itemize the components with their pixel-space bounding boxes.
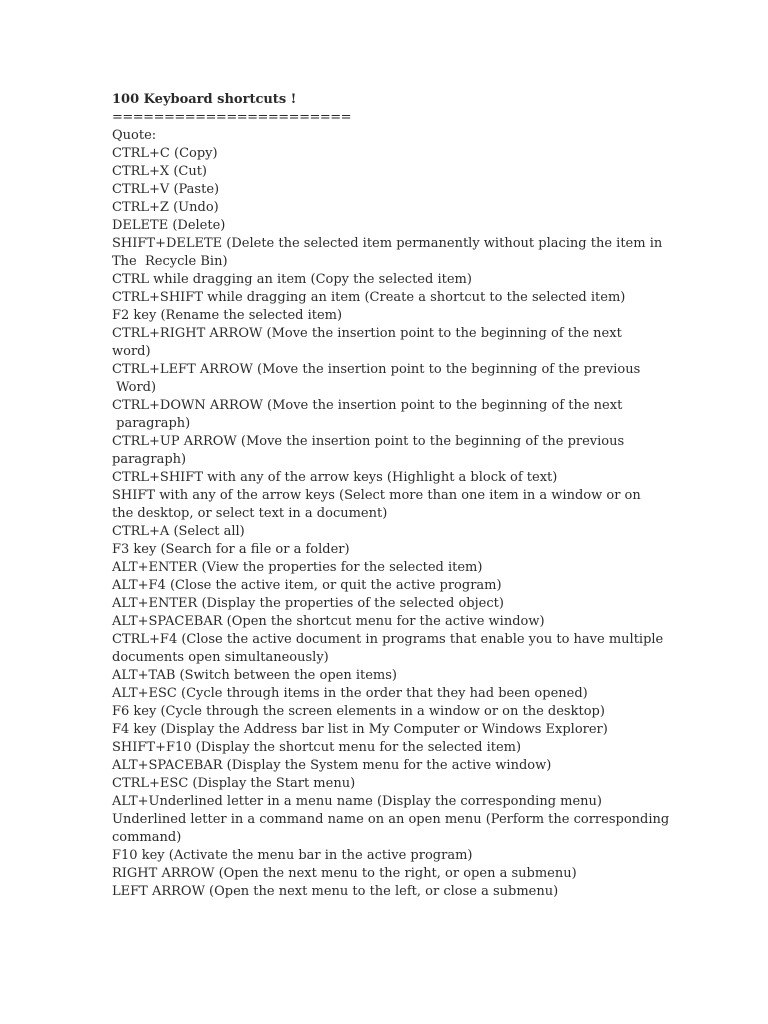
shortcut-line: CTRL+A (Select all) — [112, 524, 245, 539]
shortcut-line: CTRL+LEFT ARROW (Move the insertion point to the beginning of the previous — [112, 362, 641, 377]
shortcut-line: CTRL+SHIFT while dragging an item (Create a shortcut to the selected item) — [112, 290, 626, 305]
shortcut-line: CTRL+RIGHT ARROW (Move the insertion point to the beginning of the next — [112, 326, 622, 341]
shortcut-line: RIGHT ARROW (Open the next menu to the right, or open a submenu) — [112, 866, 577, 881]
shortcut-line: F4 key (Display the Address bar list in My Computer or Windows Explorer) — [112, 722, 608, 737]
shortcut-line: ALT+TAB (Switch between the open items) — [112, 668, 398, 683]
shortcut-line: CTRL+ESC (Display the Start menu) — [112, 776, 356, 791]
shortcut-line: command) — [112, 830, 182, 845]
shortcut-line: CTRL+V (Paste) — [112, 182, 220, 197]
shortcut-line: The Recycle Bin) — [112, 254, 228, 269]
shortcut-line: Underlined letter in a command name on an open menu (Perform the corresponding — [112, 812, 670, 827]
shortcut-line: SHIFT+DELETE (Delete the selected item permanently without placing the item in — [112, 236, 663, 251]
shortcut-line: the desktop, or select text in a document) — [112, 506, 388, 521]
shortcut-line: CTRL while dragging an item (Copy the selected item) — [112, 272, 472, 287]
shortcut-line: CTRL+DOWN ARROW (Move the insertion point to the beginning of the next — [112, 398, 623, 413]
shortcut-line: paragraph) — [112, 416, 191, 431]
shortcut-line: CTRL+C (Copy) — [112, 146, 218, 161]
shortcut-line: F6 key (Cycle through the screen elements in a window or on the desktop) — [112, 704, 605, 719]
shortcut-line: SHIFT+F10 (Display the shortcut menu for the selected item) — [112, 740, 522, 755]
shortcut-line: ALT+SPACEBAR (Open the shortcut menu for the active window) — [112, 614, 545, 629]
quote-label: Quote: — [112, 128, 157, 143]
shortcut-line: ALT+ENTER (View the properties for the selected item) — [112, 560, 483, 575]
shortcut-line: SHIFT with any of the arrow keys (Select more than one item in a window or on — [112, 488, 641, 503]
shortcut-line: paragraph) — [112, 452, 187, 467]
shortcut-line: documents open simultaneously) — [112, 650, 329, 665]
document-page — [112, 91, 672, 901]
shortcut-line: LEFT ARROW (Open the next menu to the left, or close a submenu) — [112, 884, 559, 899]
shortcut-line: F10 key (Activate the menu bar in the active program) — [112, 848, 473, 863]
shortcut-line: CTRL+SHIFT with any of the arrow keys (Highlight a block of text) — [112, 470, 558, 485]
document-title: 100 Keyboard shortcuts ! — [112, 92, 297, 107]
shortcut-line: CTRL+F4 (Close the active document in programs that enable you to have multiple — [112, 632, 664, 647]
title-underline-rule: ======================= — [112, 110, 352, 125]
shortcut-line: word) — [112, 344, 151, 359]
shortcut-line: ALT+Underlined letter in a menu name (Display the corresponding menu) — [112, 794, 602, 809]
shortcut-line: CTRL+Z (Undo) — [112, 200, 219, 215]
shortcut-line: F2 key (Rename the selected item) — [112, 308, 343, 323]
shortcut-line: DELETE (Delete) — [112, 218, 226, 233]
shortcut-line: ALT+ENTER (Display the properties of the selected object) — [112, 596, 504, 611]
shortcut-line: ALT+F4 (Close the active item, or quit the active program) — [112, 578, 502, 593]
shortcut-line: ALT+ESC (Cycle through items in the order that they had been opened) — [112, 686, 588, 701]
shortcut-line: CTRL+X (Cut) — [112, 164, 208, 179]
shortcut-list — [112, 145, 672, 901]
shortcut-line: F3 key (Search for a file or a folder) — [112, 542, 350, 557]
shortcut-line: Word) — [112, 380, 157, 395]
shortcut-line: CTRL+UP ARROW (Move the insertion point to the beginning of the previous — [112, 434, 625, 449]
shortcut-line: ALT+SPACEBAR (Display the System menu for the active window) — [112, 758, 552, 773]
